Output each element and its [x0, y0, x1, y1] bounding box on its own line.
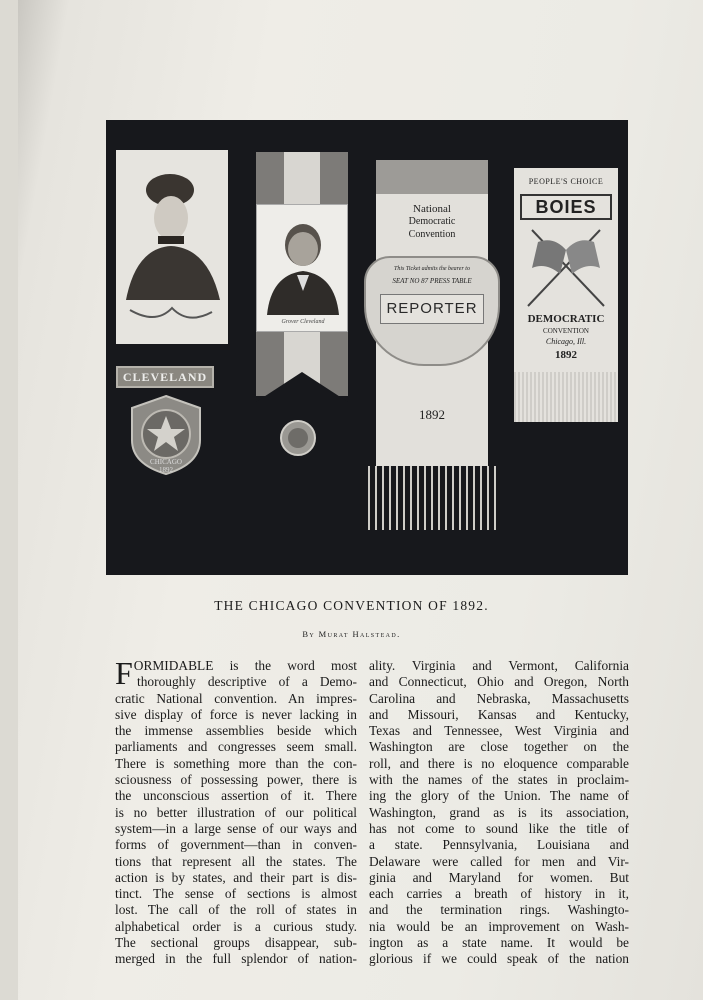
article-line: tions that represent all the states. The	[115, 853, 357, 869]
boies-ribbon	[514, 168, 618, 412]
small-button-pin-icon	[278, 418, 318, 458]
article-line: action is by states, and their part is dis-	[115, 869, 357, 885]
boies-name: BOIES	[520, 194, 612, 220]
article-line: There is something more than the con-	[115, 755, 357, 771]
ticket-admit: This Ticket admits the bearer to	[394, 266, 470, 272]
article-title: THE CHICAGO CONVENTION OF 1892.	[214, 598, 489, 613]
article-column-2	[369, 658, 629, 968]
article-line: ing the glory of the Union. The name of	[369, 788, 629, 804]
article-line: thoroughly descriptive of a Demo-	[137, 674, 357, 690]
article-line: lost. The call of the roll of states in	[115, 902, 357, 918]
article-line: ington as a state name. It would be	[369, 935, 629, 951]
article-line: nia would be an improvement on Wash-	[369, 918, 629, 934]
ticket-line1: National	[413, 203, 451, 215]
article-line: system—in a large sense of our ways and	[115, 820, 357, 836]
cleveland-portrait-ribbon	[256, 152, 348, 396]
crossed-flags-icon	[514, 226, 618, 310]
article-line: Washington are close together on the	[369, 739, 629, 755]
article-line: ality. Virginia and Vermont, California	[369, 658, 629, 673]
article-line: with the names of the states in proclaim-	[369, 772, 629, 788]
ticket-line2: Democratic	[408, 216, 456, 227]
article-line: roll, and there is no eloquence comparable	[369, 755, 629, 771]
convention-ribbons-photo	[106, 120, 628, 575]
cleveland-portrait	[256, 204, 348, 332]
badge-year: 1892	[159, 466, 173, 474]
article-line: Washington, grand as is its association,	[369, 804, 629, 820]
ticket-fringe	[368, 466, 496, 530]
ticket-card	[364, 256, 500, 366]
article-line: and Connecticut, Ohio and Oregon, North	[369, 674, 629, 690]
boies-fringe	[514, 372, 618, 422]
article-line: glorious if we could speak of the nation	[369, 951, 629, 967]
reporter-ticket-ribbon	[376, 160, 488, 466]
man-portrait-illustration	[257, 205, 349, 315]
article-column-1	[115, 655, 357, 968]
portrait-signature: Grover Cleveland	[281, 319, 325, 325]
badge-ring-text	[116, 390, 117, 391]
cleveland-bar: CLEVELAND	[116, 366, 214, 388]
article-line: sive display of force is never lacking in	[115, 706, 357, 722]
article-line: Delaware were called for men and Vir-	[369, 853, 629, 869]
frances-cleveland-ribbon	[116, 150, 228, 344]
article-line: a state. Pennsylvania, Louisiana and	[369, 837, 629, 853]
article-line: parliaments and congresses seem small.	[115, 739, 357, 755]
article-line: ginia and Maryland for women. But	[369, 869, 629, 885]
ticket-seat: SEAT NO 87 PRESS TABLE	[392, 277, 472, 285]
article-line: Carolina and Nebraska, Massachusetts	[369, 690, 629, 706]
ticket-line3: Convention	[408, 229, 456, 240]
article-line: each carries a breath of history in it,	[369, 886, 629, 902]
article-line: has not come to sound like the title of	[369, 820, 629, 836]
article-line: tinct. The sense of sections is almost	[115, 886, 357, 902]
boies-line3: Chicago, Ill.	[545, 337, 587, 346]
drop-cap: F	[115, 655, 133, 691]
boies-top: PEOPLE'S CHOICE	[528, 177, 604, 186]
ticket-year: 1892	[419, 407, 445, 422]
article-line: is no better illustration of our political	[115, 804, 357, 820]
boies-year: 1892	[555, 349, 577, 361]
byline: By Murat Halstead.	[302, 629, 401, 639]
article-line: Texas and Tennessee, West Virginia and	[369, 723, 629, 739]
woman-portrait-illustration	[116, 150, 228, 344]
article-line: The sectional groups disappear, sub-	[115, 935, 357, 951]
article-line: forms of government—than in conven-	[115, 837, 357, 853]
article-line: the unconscious assertion of it. There	[115, 788, 357, 804]
reporter-label: REPORTER	[380, 294, 484, 324]
article-line: and the termination rings. Washingto-	[369, 902, 629, 918]
article-line: alphabetical order is a curious study.	[115, 918, 357, 934]
article-line: ORMIDABLE is the word most	[133, 658, 357, 673]
badge-city: CHICAGO	[150, 458, 182, 466]
cleveland-badge	[116, 366, 216, 476]
article-line: sciousness of possessing power, there is	[115, 772, 357, 788]
article-line: the immense assemblies beside which	[115, 723, 357, 739]
boies-line1: DEMOCRATIC	[527, 313, 605, 325]
article-line: cratic National convention. An impres-	[115, 690, 357, 706]
boies-line2: CONVENTION	[543, 327, 589, 335]
article-line: merged in the full splendor of nation-	[115, 951, 357, 967]
article-line: and Missouri, Kansas and Kentucky,	[369, 706, 629, 722]
